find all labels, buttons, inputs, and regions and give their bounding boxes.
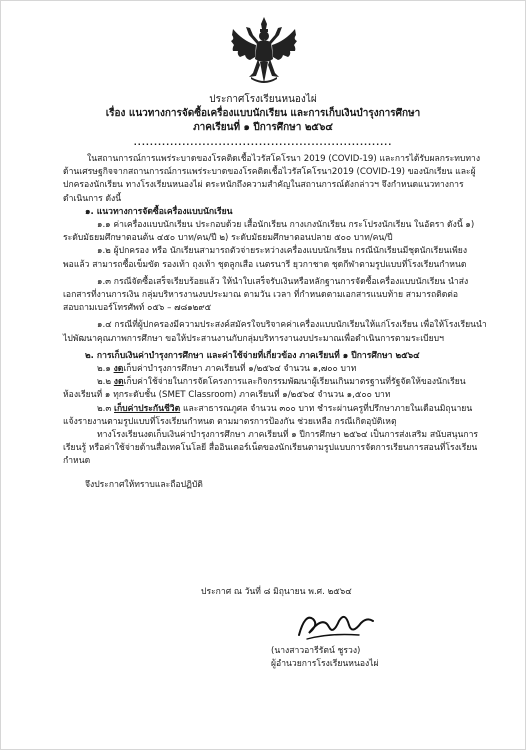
item-text: เก็บค่าบำรุงการศึกษา ภาคเรียนที่ ๑/๒๕๖๔ จำนวน ๑,๗๐๐ บาท — [123, 364, 357, 375]
signatory-name: (นางสาวอารีรัตน์ ชูรวง) — [271, 646, 361, 656]
section1-item-2: ๑.๒ ผู้ปกครอง หรือ นักเรียนสามารถตัวจ่ายระหว่างเครื่องแบบนักเรียน กรณีนักเรียนมีชุดนักเรียนเพียงพอแล้ว สามารถซื้อเข็มขัด รองเท้า ถุงเท้า ชุดลูกเสือ เนตรนารี ยุวกาชาด ชุดกีฬาตามรูปแบบที่โรงเรียนกำหนด — [63, 246, 468, 270]
item-number: ๒.๑ — [97, 364, 111, 375]
section2-item-2 — [63, 376, 487, 402]
intro-paragraph: ในสถานการณ์การแพร่ระบาดของโรคติดเชื้อไวรัสโคโรนา 2019 (COVID-19) และการได้รับผลกระทบทางด้านเศรษฐกิจจากสถานการณ์การแพร่ระบาดของโรคติดเชื้อไวรัสโคโรนา2019 (COVID-19) ของนักเรียน และผู้ปกครองนักเรียน ทางโรงเรียนหนองไผ่ ตระหนักถึงความสำคัญในสถานการณ์ดังกล่าวฯ จึงกำหนดแนวทางการดำเนินการ ดังนี้ — [63, 154, 481, 204]
item-text: และสาธารณภูศล จำนวน ๓๐๐ บาท ชำระผ่านครูที่ปรึกษาภายในเดือนมิถุนายน แจ้งรายงานตามรูปแบบที่โรงเรียนกำหนด ตามมาตรการป้องกัน ช่วยเหลือ กรณีเกิดอุบัติเหตุ — [63, 403, 473, 427]
underlined-keyword: งด — [113, 377, 124, 388]
garuda-emblem-icon — [229, 15, 299, 87]
section1-item-3: ๑.๓ กรณีจัดซื้อเสร็จเรียบร้อยแล้ว ให้นำใบเสร็จรับเงินหรือหลักฐานการจัดซื้อเครื่องแบบนักเรียน นำส่งเอกสารที่งานการเงิน กลุ่มบริหารงานงบประมาณ ตามวัน เวลา ที่กำหนดตามเอกสารแนบท้าย สามารถติดต่อสอบถามเบอร์โทรศัพท์ ๐๕๖ – ๗๘๑๒๙๕ — [63, 276, 469, 314]
underlined-keyword: งด — [113, 364, 124, 375]
section1-item-1: ๑.๑ ค่าเครื่องแบบนักเรียน ประกอบด้วย เสื้อนักเรียน กางเกงนักเรียน กระโปรงนักเรียน ในอัตรา ดังนี้ ๑) ระดับมัธยมศึกษาตอนต้น ๔๕๐ บาท/คน/ปี ๒) ระดับมัธยมศึกษาตอนปลาย ๕๐๐ บาท/คน/ปี — [63, 220, 475, 244]
document-body — [63, 153, 487, 492]
section2-item-1 — [63, 363, 487, 376]
underlined-keyword: เก็บค่าประกันชีวิต — [114, 403, 181, 414]
closing-line: จึงประกาศให้ทราบและถือปฏิบัติ — [85, 479, 203, 490]
subject-title: เรื่อง แนวทางการจัดซื้อเครื่องแบบนักเรียน และการเก็บเงินบำรุงการศึกษา — [105, 108, 421, 119]
document-header — [1, 93, 525, 149]
announcement-date: ประกาศ ณ วันที่ ๘ มิถุนายน พ.ศ. ๒๕๖๔ — [201, 587, 352, 597]
section2-heading: ๒. การเก็บเงินค่าบำรุงการศึกษา และค่าใช้จ่ายที่เกี่ยวข้อง ภาคเรียนที่ ๑ ปีการศึกษา ๒๕๖๔ — [85, 350, 420, 361]
semester-line: ภาคเรียนที่ ๑ ปีการศึกษา ๒๕๖๔ — [193, 122, 333, 133]
item-number: ๒.๒ — [97, 377, 112, 388]
section1-item-4: ๑.๔ กรณีที่ผู้ปกครองมีความประสงค์สมัครใจบริจาคค่าเครื่องแบบนักเรียนให้แก่โรงเรียน เพื่อให้โรงเรียนนำไปพัฒนาคุณภาพการศึกษา ขอให้ประสานงานกับกลุ่มบริหารงานงบประมาณเพื่อดำเนินการตามระเบียบฯ — [63, 320, 487, 344]
section1-heading: ๑. แนวทางการจัดซื้อเครื่องแบบนักเรียน — [85, 206, 233, 217]
signature-block — [201, 586, 483, 671]
dotted-divider: ................................................................ — [133, 138, 393, 147]
issuer-title: ประกาศโรงเรียนหนองไผ่ — [209, 94, 317, 105]
section2-note: ทางโรงเรียนงดเก็บเงินค่าบำรุงการศึกษา ภาคเรียนที่ ๑ ปีการศึกษา ๒๕๖๔ เป็นการส่งเสริม สนับสนุนการเรียนรู้ หรือค่าใช้จ่ายด้านสื่อเทคโนโลยี สื่ออินเตอร์เน็ตของนักเรียนตามรูปแบบการจัดการเรียนการสอนที่โรงเรียนกำหนด — [63, 430, 479, 467]
item-number: ๒.๓ — [97, 403, 112, 414]
section2-item-3 — [63, 403, 487, 429]
signatory-position: ผู้อำนวยการโรงเรียนหนองไผ่ — [271, 659, 379, 669]
item-text: เก็บค่าใช้จ่ายในการจัดโครงการและกิจกรรมพัฒนาผู้เรียนเกินมาตรฐานที่รัฐจัดให้ของนักเรียนห้องเรียนที่ ๑ ทุกระดับชั้น (SMET Classroom) ภาคเรียนที่ ๑/๒๕๖๔ จำนวน ๑,๕๐๐ บาท — [63, 377, 466, 401]
handwritten-signature — [289, 605, 379, 645]
